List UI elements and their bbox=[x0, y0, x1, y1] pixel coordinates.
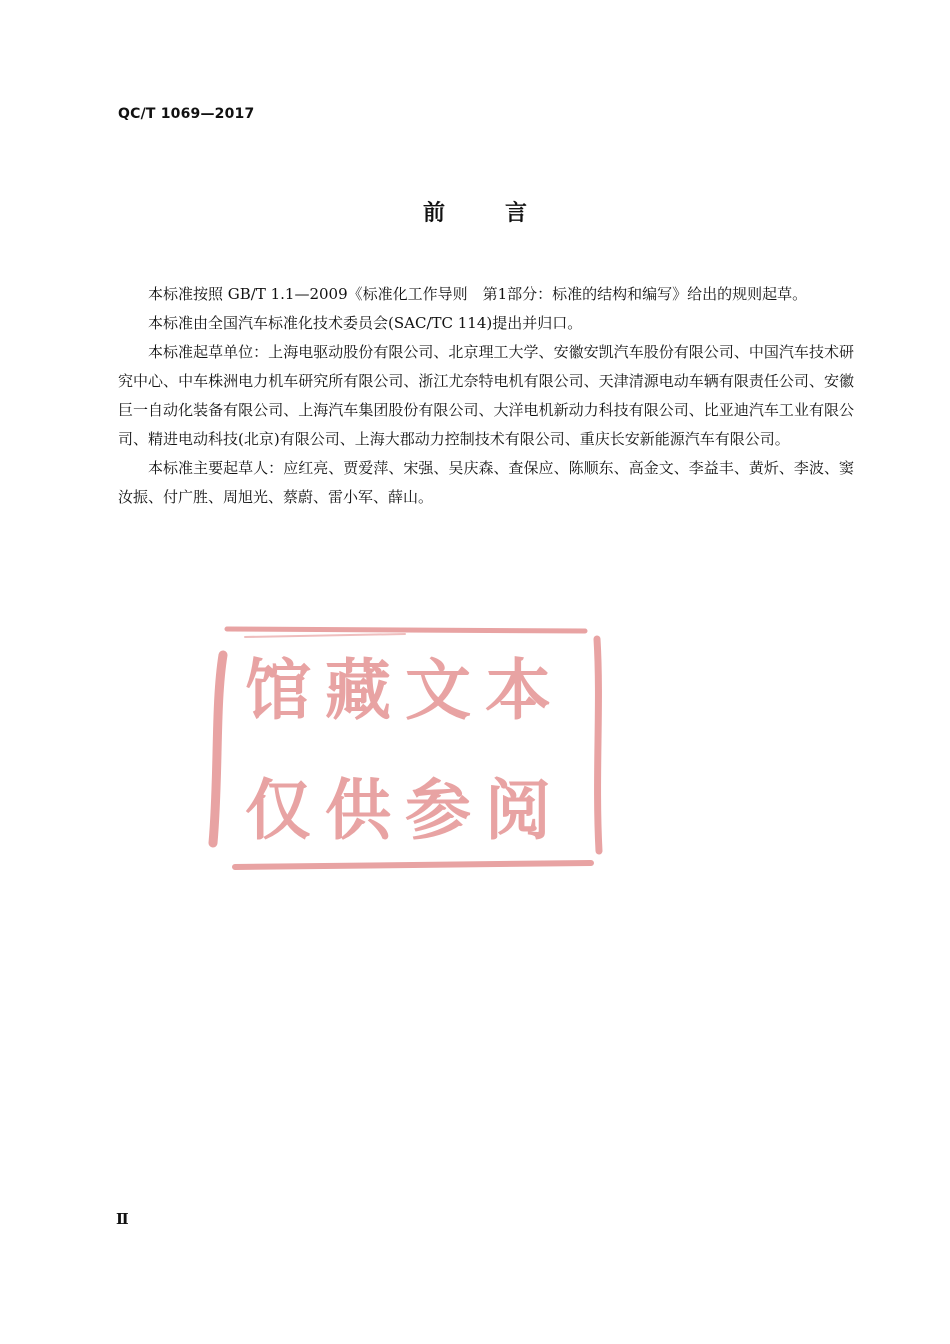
standard-code: QC/T 1069—2017 bbox=[118, 106, 255, 122]
paragraph-proposer: 本标准由全国汽车标准化技术委员会(SAC/TC 114)提出并归口。 bbox=[148, 314, 583, 332]
stamp-line-1: 馆藏文本 bbox=[245, 652, 565, 729]
paragraph-drafters: 本标准主要起草人：应红亮、贾爱萍、宋强、吴庆森、查保应、陈顺东、高金文、李益丰、黄炘、李波、窦汝振、付广胜、周旭光、蔡蔚、雷小军、薛山。 bbox=[118, 459, 854, 506]
page-title: 前言 bbox=[422, 201, 587, 226]
foreword-body bbox=[118, 280, 854, 512]
library-stamp bbox=[205, 625, 605, 875]
paragraph-drafting-units: 本标准起草单位：上海电驱动股份有限公司、北京理工大学、安徽安凯汽车股份有限公司、中国汽车技术研究中心、中车株洲电力机车研究所有限公司、浙江尤奈特电机有限公司、天津清源电动车辆有限责任公司、安徽巨一自动化装备有限公司、上海汽车集团股份有限公司、大洋电机新动力科技有限公司、比亚迪汽车工业有限公司、精进电动科技(北京)有限公司、上海大郡动力控制技术有限公司、重庆长安新能源汽车有限公司。 bbox=[118, 343, 854, 448]
paragraph-drafting-rules: 本标准按照 GB/T 1.1—2009《标准化工作导则 第1部分：标准的结构和编写》给出的规则起草。 bbox=[148, 285, 808, 303]
page-number: Ⅱ bbox=[116, 1210, 129, 1228]
stamp-line-2: 仅供参阅 bbox=[245, 772, 565, 849]
